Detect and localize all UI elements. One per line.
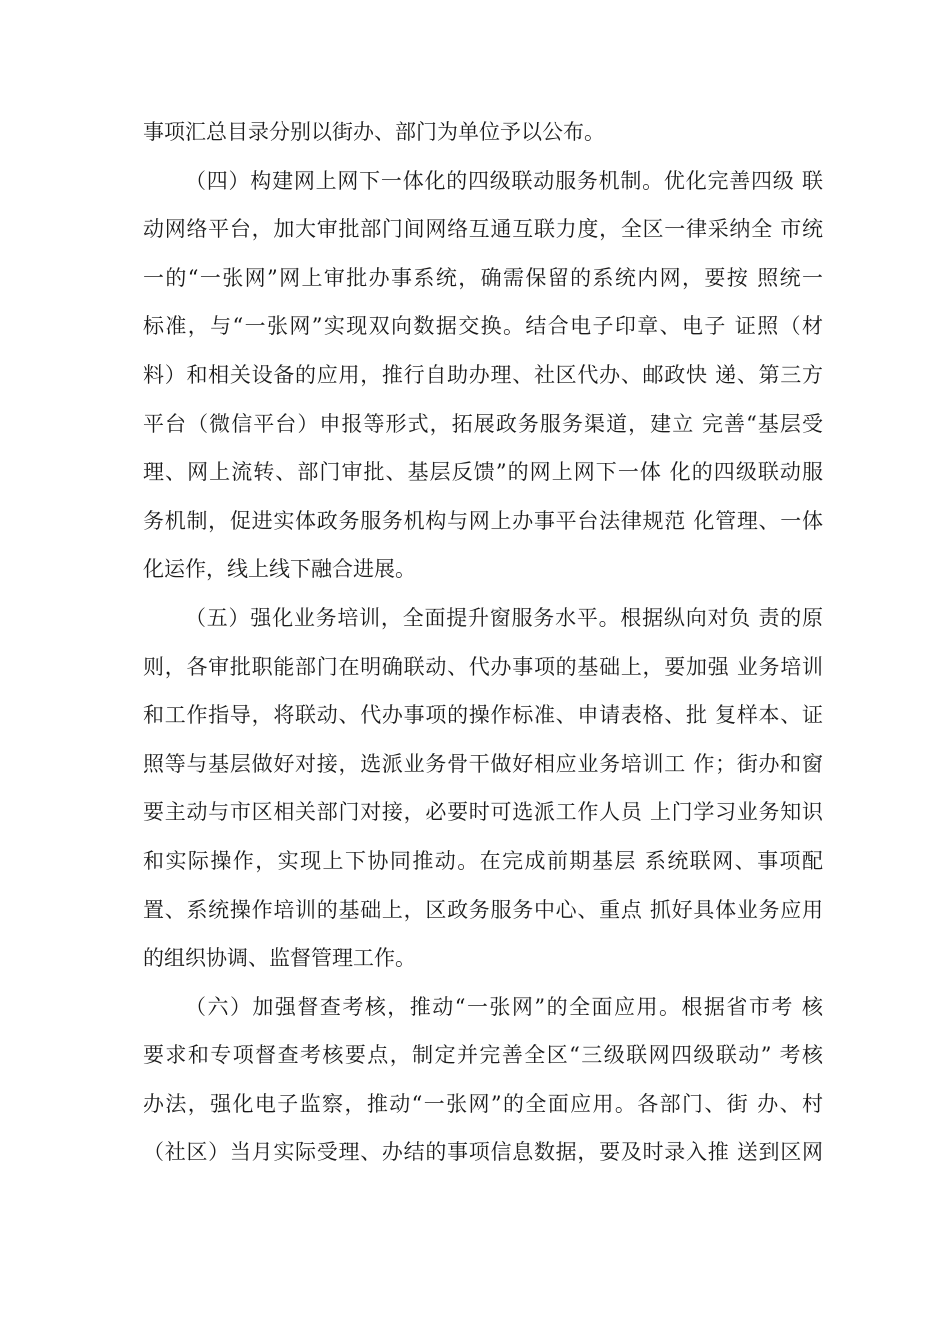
paragraph-line: 和工作指导，将联动、代办事项的操作标准、申请表格、批 复样本、证 [143,703,823,728]
paragraph-line: 平台（微信平台）申报等形式，拓展政务服务渠道，建立 完善“基层受 [143,411,823,436]
paragraph-line: 则，各审批职能部门在明确联动、代办事项的基础上，要加强 业务培训 [143,654,823,679]
paragraph-line: （社区）当月实际受理、办结的事项信息数据，要及时录入推 送到区网 [143,1140,823,1165]
paragraph-line: 一的“一张网”网上审批办事系统，确需保留的系统内网，要按 照统一 [143,265,823,290]
paragraph-line: 料）和相关设备的应用，推行自助办理、社区代办、邮政快 递、第三方 [143,362,823,387]
paragraph-line: （五）强化业务培训，全面提升窗服务水平。根据纵向对负 责的原 [185,605,823,630]
paragraph-line: 事项汇总目录分别以街办、部门为单位予以公布。 [143,120,605,144]
paragraph-line: 的组织协调、监督管理工作。 [143,946,416,971]
paragraph-line: 务机制，促进实体政务服务机构与网上办事平台法律规范 化管理、一体 [143,508,823,533]
body-text [143,108,823,1177]
paragraph-line: 照等与基层做好对接，选派业务骨干做好相应业务培训工 作；街办和窗 [143,751,823,776]
paragraph-line: （四）构建网上网下一体化的四级联动服务机制。优化完善四级 联 [185,168,823,193]
paragraph-line: 办法，强化电子监察，推动“一张网”的全面应用。各部门、街 办、村 [143,1091,823,1116]
paragraph-line: 动网络平台，加大审批部门间网络互通互联力度，全区一律采纳全 市统 [143,217,823,242]
paragraph-line: 标准，与“一张网”实现双向数据交换。结合电子印章、电子 证照（材 [143,314,823,339]
paragraph-line: 和实际操作，实现上下协同推动。在完成前期基层 系统联网、事项配 [143,848,823,873]
paragraph-line: 理、网上流转、部门审批、基层反馈”的网上网下一体 化的四级联动服 [143,460,823,485]
paragraph-line: 置、系统操作培训的基础上，区政务服务中心、重点 抓好具体业务应用 [143,897,823,922]
paragraph-line: 化运作，线上线下融合进展。 [143,557,416,582]
paragraph-line: 要求和专项督查考核要点，制定并完善全区“三级联网四级联动” 考核 [143,1043,823,1068]
paragraph-line: （六）加强督查考核，推动“一张网”的全面应用。根据省市考 核 [185,994,823,1019]
paragraph-line: 要主动与市区相关部门对接，必要时可选派工作人员 上门学习业务知识 [143,800,823,825]
